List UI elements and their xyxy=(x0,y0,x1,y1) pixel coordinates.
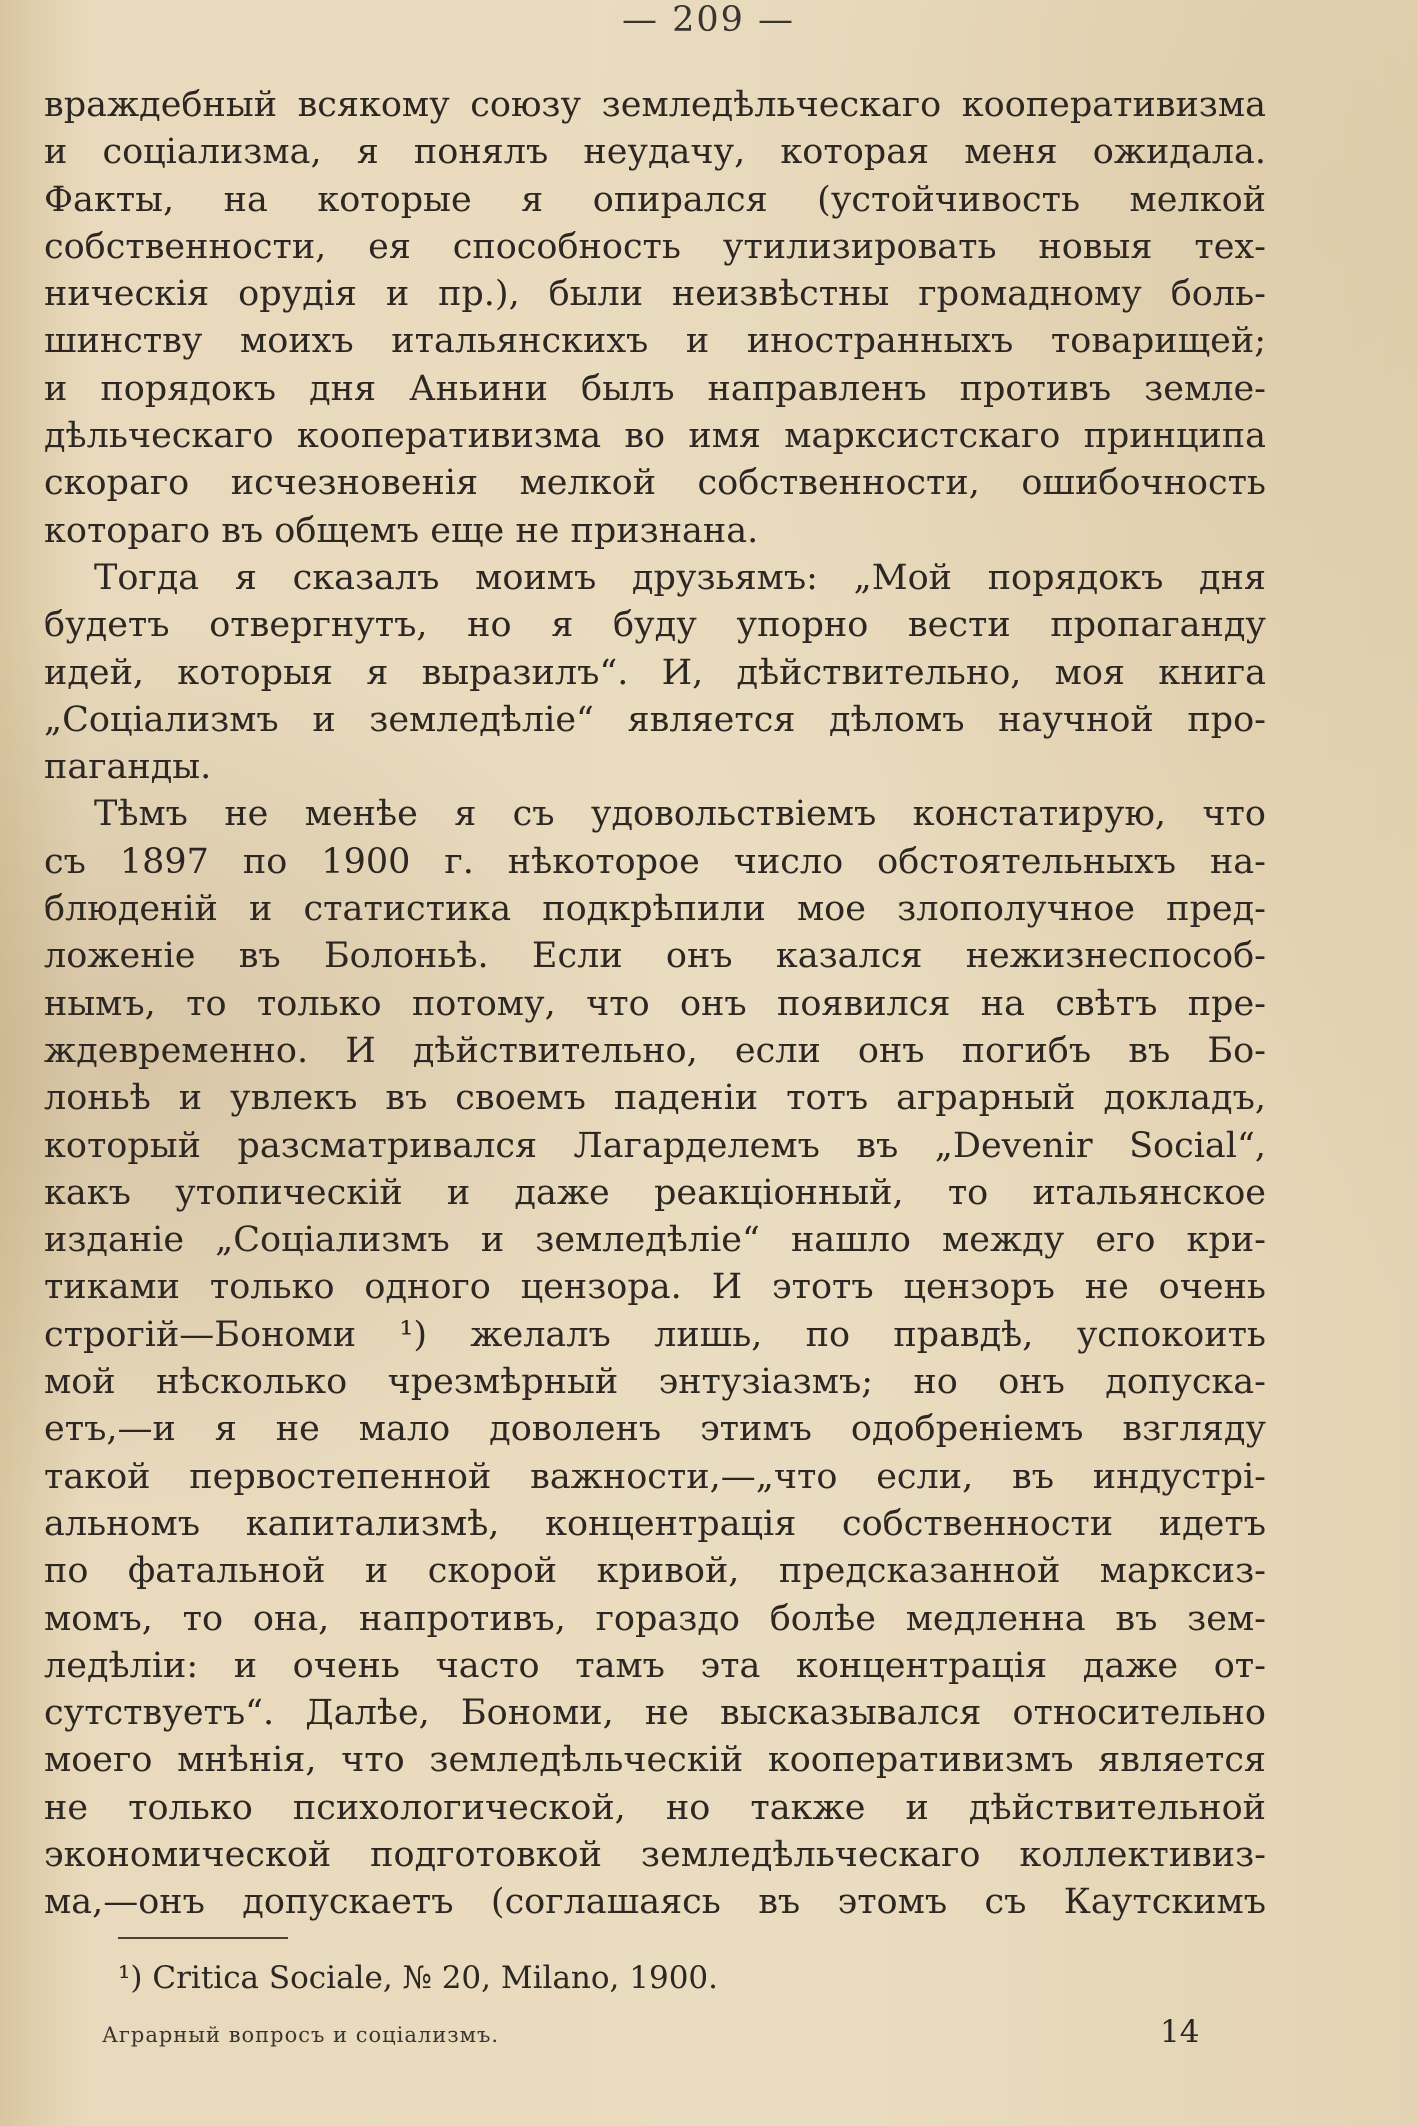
text-line: ждевременно. И дѣйствительно, если онъ погибъ въ Бо- xyxy=(44,1030,1266,1071)
text-line: и порядокъ дня Аньини былъ направленъ противъ земле- xyxy=(44,368,1266,409)
text-line: ледѣліи: и очень часто тамъ эта концентрація даже от- xyxy=(44,1645,1266,1686)
text-line: изданіе „Соціализмъ и земледѣліе“ нашло между его кри- xyxy=(44,1220,1266,1261)
signature-line: Аграрный вопросъ и соціализмъ. xyxy=(102,2023,500,2047)
body-text xyxy=(44,82,1266,1927)
text-line: дѣльческаго кооперативизма во имя марксистскаго принципа xyxy=(44,416,1266,457)
text-line: сутствуетъ“. Далѣе, Бономи, не высказывался относительно xyxy=(44,1693,1266,1734)
text-line: нымъ, то только потому, что онъ появился на свѣтъ пре- xyxy=(44,983,1266,1024)
text-line: лоньѣ и увлекъ въ своемъ паденіи тотъ аграрный докладъ, xyxy=(44,1078,1266,1119)
text-line: альномъ капитализмѣ, концентрація собственности идетъ xyxy=(44,1503,1266,1544)
text-line: какъ утопическій и даже реакціонный, то итальянское xyxy=(44,1172,1266,1213)
text-line: который разсматривался Лагарделемъ въ „Devenir Social“, xyxy=(44,1125,1266,1166)
text-line: ническія орудія и пр.), были неизвѣстны громадному боль- xyxy=(44,274,1266,315)
sheet-number: 14 xyxy=(1160,2014,1200,2050)
text-line: по фатальной и скорой кривой, предсказанной марксиз- xyxy=(44,1551,1266,1592)
page-number: — 209 — xyxy=(621,0,796,40)
text-line: собственности, ея способность утилизировать новыя тех- xyxy=(44,226,1266,267)
text-line: Тогда я сказалъ моимъ друзьямъ: „Мой порядокъ дня xyxy=(94,557,1266,598)
text-line: Тѣмъ не менѣе я съ удовольствіемъ констатирую, что xyxy=(94,794,1266,835)
text-line: котораго въ общемъ еще не признана. xyxy=(44,510,759,551)
text-line: ма,—онъ допускаетъ (соглашаясь въ этомъ съ Каутскимъ xyxy=(44,1882,1266,1923)
text-line: мой нѣсколько чрезмѣрный энтузіазмъ; но онъ допуска- xyxy=(44,1362,1266,1403)
text-line: будетъ отвергнутъ, но я буду упорно вести пропаганду xyxy=(44,605,1266,646)
text-line: паганды. xyxy=(44,747,212,788)
text-line: момъ, то она, напротивъ, гораздо болѣе медленна въ зем- xyxy=(44,1598,1266,1639)
text-line: враждебный всякому союзу земледѣльческаго кооперативизма xyxy=(44,85,1266,125)
text-line: и соціализма, я понялъ неудачу, которая меня ожидала. xyxy=(44,132,1266,173)
text-line: такой первостепенной важности,—„что если, въ индустрі- xyxy=(44,1456,1266,1497)
text-line: шинству моихъ итальянскихъ и иностранныхъ товарищей; xyxy=(44,321,1266,362)
text-line: экономической подготовкой земледѣльческаго коллективиз- xyxy=(44,1834,1266,1875)
text-line: тиками только одного цензора. И этотъ цензоръ не очень xyxy=(44,1267,1266,1308)
footnote-divider xyxy=(118,1937,288,1939)
footnote: ¹) Critica Sociale, № 20, Milano, 1900. xyxy=(118,1960,719,1996)
text-line: идей, которыя я выразилъ“. И, дѣйствительно, моя книга xyxy=(44,652,1266,693)
text-line: Факты, на которые я опирался (устойчивость мелкой xyxy=(44,179,1266,220)
text-line: строгій—Бономи ¹) желалъ лишь, по правдѣ, успокоить xyxy=(44,1314,1266,1355)
text-line: ложеніе въ Болоньѣ. Если онъ казался нежизнеспособ- xyxy=(44,936,1266,977)
text-line: етъ,—и я не мало доволенъ этимъ одобреніемъ взгляду xyxy=(44,1409,1266,1450)
text-line: „Соціализмъ и земледѣліе“ является дѣломъ научной про- xyxy=(44,699,1266,740)
text-line: не только психологической, но также и дѣйствительной xyxy=(44,1787,1266,1828)
text-line: блюденій и статистика подкрѣпили мое злополучное пред- xyxy=(44,889,1266,930)
text-line: моего мнѣнія, что земледѣльческій кооперативизмъ является xyxy=(44,1740,1266,1781)
text-line: съ 1897 по 1900 г. нѣкоторое число обстоятельныхъ на- xyxy=(44,841,1266,882)
text-line: скораго исчезновенія мелкой собственности, ошибочность xyxy=(44,463,1266,504)
